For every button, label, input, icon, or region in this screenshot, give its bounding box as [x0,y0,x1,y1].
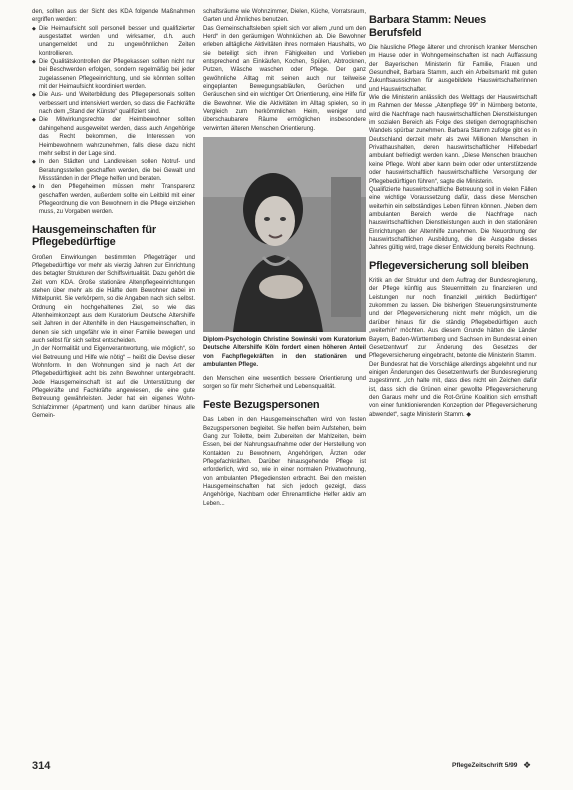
list-item: ◆ Die Aus- und Weiterbildung des Pflegepersonals sollten verbessert und intensiviert werden, so dass die Fachkräfte nach dem „Stand der Künste“ qualifiziert sind. [32,92,195,116]
portrait-photo [203,137,366,332]
section-heading-pflegeversicherung: Pflegeversicherung soll bleiben [369,259,529,272]
magazine-issue: PflegeZeitschrift 5/99 [452,762,518,769]
body-paragraph: Der Bundesrat hat die Vorschläge allerdings abgelehnt und nur einigen Änderungen des Gesetzentwurfs der Bundesregierung zugestimmt. „Ich halte mit, dass dies nicht ein Zeichen dafür ist, dass sich die Grünen einer gewollte Pflegeversicherung den Garaus mehr und die Rot-Grüne Koalition sich ernsthaft von einer funktionierenden Konzeption der Pflegeversicherung abwendet“, sagte Ministerin Stamm. ◆ [369,361,537,418]
column-left [32,8,195,738]
bullet-icon: ◆ [32,159,36,166]
body-paragraph: Das Leben in den Hausgemeinschaften wird von festen Bezugspersonen begleitet. Sie helfen beim Aufstehen, beim Gang zur Toilette, beim Zubereiten der Mahlzeiten, beim Essen, bei der Nahrungsaufnahme oder der Herstellung von Kontakten zu Bewohnern, Angehörigen, Ärzten oder Pflegefachkräften. Darüber hinausgehende Pflege ist erforderlich, wird so, wie in einer normalen Privatwohnung, von ambulanten Pflegediensten erbracht. Bei den meisten Hausgemeinschaften hat sich jedoch gezeigt, dass Angehörige, Nachbarn oder Ehrenamtliche Helfer aktiv am Leben... [203,417,366,507]
page-number: 314 [32,760,51,772]
bullet-icon: ◆ [32,184,36,191]
body-paragraph: Wie die Ministerin anlässlich des Welttags der Hauswirtschaft im Rahmen der Messe „Altenpflege 99“ in Nürnberg betonte, wird die Nachfrage nach hauswirtschaftlichen Dienstleistungen im sozialen Bereich als Folge des stetigen demographischen Wandels spürbar zunehmen. Barbara Stamm zufolge gibt es in Deutschland derzeit mehr als zwei Millionen Menschen in Privathaushalten, deren hauswirtschaftlicher Hilfebedarf ambulant befriedigt werden kann. „Diese Menschen brauchen keine Pflege. Wohl aber kann beim oder oder unterstützende oder hauswirtschaftlich hauswirtschaftliche Versorgung der Pflegebedürftigen führen“, sagte die Ministerin. [369,95,537,185]
measures-list [32,25,195,217]
section-heading-barbara-stamm: Barbara Stamm: Neues Berufsfeld [369,14,487,39]
section-heading-hausgemeinschaften: Hausgemeinschaften für Pflegebedürftige [32,223,156,249]
column-right [369,8,537,738]
body-paragraph: Qualifizierte hauswirtschaftliche Betreuung soll in vielen Fällen eine wichtige Voraussetzung dafür, dass diese Menschen weiterhin ein selbständiges Leben führen können. „Neben dem ambulanten Bereich werde die Nachfrage nach hauswirtschaftlichen Dienstleistungen auch in den stationären Einrichtungen der Altenhilfe zunehmen. Die Neuordnung der hauswirtschaftlichen Ausbildung, die die Ausgabe dieses Jahres gültig wird, trage dieser Entwicklung bereits Rechnung. [369,186,537,252]
body-paragraph: schaftsräume wie Wohnzimmer, Dielen, Küche, Vorratsraum, Garten und Ähnliches benutzen. [203,9,366,24]
intro-text: den, sollten aus der Sicht des KDA folgende Maßnahmen ergriffen werden: [32,9,195,24]
body-paragraph: Kritik an der Struktur und dem Auftrag der Bundesregierung, der Pflege künftig aus Steuermitteln zu finanzieren und Leistungen nur noch finanziell „wirklich Bedürftigen“ zukommen zu lassen. Die bisherigen Steuerungsinstrumente und der Pflegeversicherung nicht mehr möglich, um die darüber hinaus für die ständig Pflegebedürftigen auch „weiterhin“ möchten. Aus diesem Grunde hätten die Länder Bayern, Baden-Württemberg und Sachsen im Bundesrat einen Gesetzentwurf zur Änderung des Gesetzes der Pflegeversicherung eingebracht, betonte die Ministerin Stamm. [369,278,537,360]
list-item: ◆ In den Städten und Landkreisen sollen Notruf- und Beratungsstellen geschaffen werden, die bei Gewalt und Missständen in der Pflege helfen und beraten. [32,159,195,182]
magazine-logo-icon: ❖ [523,760,532,770]
bullet-icon: ◆ [32,59,36,66]
photo-caption: Diplom-Psychologin Christine Sowinski vom Kuratorium Deutsche Altershilfe Köln fordert einen höheren Anteil von Fachpflegekräften in den stationären und ambulanten Pflege. [203,337,366,368]
body-paragraph: Das Gemeinschaftsleben spielt sich vor allem „rund um den Herd“ in den geräumigen Wohnküchen ab. Die Bewohner erleben alltägliche Aktivitäten ihres normalen Haushalts, wo sie beteiligt sich ihren Fähigkeiten und Vorlieben entsprechend an Einkäufen, Kochen, Spülen, Abtrocknen, Putzen, Wäsche waschen oder Pflege. Der ganz gewöhnliche Alltag mit seinen auch nur teilweise eingeplanten Bewegungsabläufen, Gerüchen und Geräuschen sind ein wichtiger Ort Orientierung, eine Hilfe für die Bewohner. Wie die Aktivitäten im Alltag spielen, so in Vergleich zum herkömmlichen Heim, weniger und überschaubarere Räume ermöglichen insbesondere verwirrten älteren Menschen Orientierung. [203,25,366,132]
body-paragraph: „In der Normalität und Eigenverantwortung, wie möglich“, so viel Betreuung und Hilfe wie nötig“ – heißt die Devise dieser Wohnform. In den Wohnungen sind je nach Art der Pflegebedürftigkeit acht bis zehn Bewohner untergebracht. Jede Hausgemeinschaft ist auf die Unterstützung der Pflegekräfte und Fachkräfte angewiesen, die eine gute Betreuung gewährleisten. Jeder hat ein eigenes Wohn-Schlafzimmer (Apartment) und kann darüber hinaus alle Gemein- [32,346,195,420]
body-paragraph: den Menschen eine wesentlich bessere Orientierung und sorgen so für mehr Sicherheit und Lebensqualität. [203,375,366,391]
bullet-icon: ◆ [32,117,36,124]
list-item: ◆ Die Heimaufsicht soll personell besser und qualifizierter ausgestattet werden und wirksamer, d.h. auch unangemeldet und zu ungewöhnlichen Zeiten kontrollieren. [32,25,195,57]
list-item: ◆ Die Mitwirkungsrechte der Heimbewohner sollten dahingehend ausgeweitet werden, dass auch Angehörige das Recht bekommen, die Interessen von Heimbewohnern wahrzunehmen, falls diese dazu nicht mehr selbst in der Lage sind. [32,117,195,157]
list-item: ◆ Die Qualitätskontrollen der Pflegekassen sollten nicht nur bei Beschwerden erfolgen, sondern regelmäßig bei jeder zugelassenen Pflegeeinrichtung, und sie könnten sollten mit der Heimaufsicht koordiniert werden. [32,59,195,91]
bullet-icon: ◆ [32,92,36,99]
end-mark-icon: ◆ [466,411,472,418]
portrait-illustration [203,137,366,332]
bullet-icon: ◆ [32,25,36,32]
column-middle [203,8,366,738]
body-paragraph: Großen Einwirkungen bestimmten Pflegeträger und Pflegebedürftige vor mehr als vierzig Jahren zur Einrichtung des betagter Strukturen der Schiffsvirtualität. Dazu gehört die Zeit vom KDA. Große stationäre Altenpflegeeinrichtungen stehen über mehr als die Hälfte dem Bewohner dabei im Mittelpunkt. Sie verkörpern, so die Angaben nach sich selbst. Ordnung ein hochgehaltenes Ziel, so wie das Altenheimkonzept aus dem Kuratorium Deutsche Altershilfe seit Jahren in der Altenhilfe in den Hausgemeinschaften, in denen sie sich ungefähr wie in einer Familie bewegen und auch selbst für sich selbst entscheiden. [32,254,195,345]
body-paragraph: Die häusliche Pflege älterer und chronisch kranker Menschen im Hause oder in Wohngemeinschaften ist nach Auffassung der Bayerischen Ministerin für Familie, Frauen und Gesundheit, Barbara Stamm, auch ein Arbeitsmarkt mit guten Zukunftsaussichten für ausgebildete Hauswirtschafterinnen und Hauswirtschafter. [369,45,537,93]
section-heading-bezugspersonen: Feste Bezugspersonen [203,398,320,411]
list-item: ◆ In den Pflegeheimen müssen mehr Transparenz geschaffen werden, außerdem sollte ein Leitbild mit einer Pflegeordnung die von Bewohnern in die Pflege einziehen muss, zu Vorgaben werden. [32,184,195,216]
